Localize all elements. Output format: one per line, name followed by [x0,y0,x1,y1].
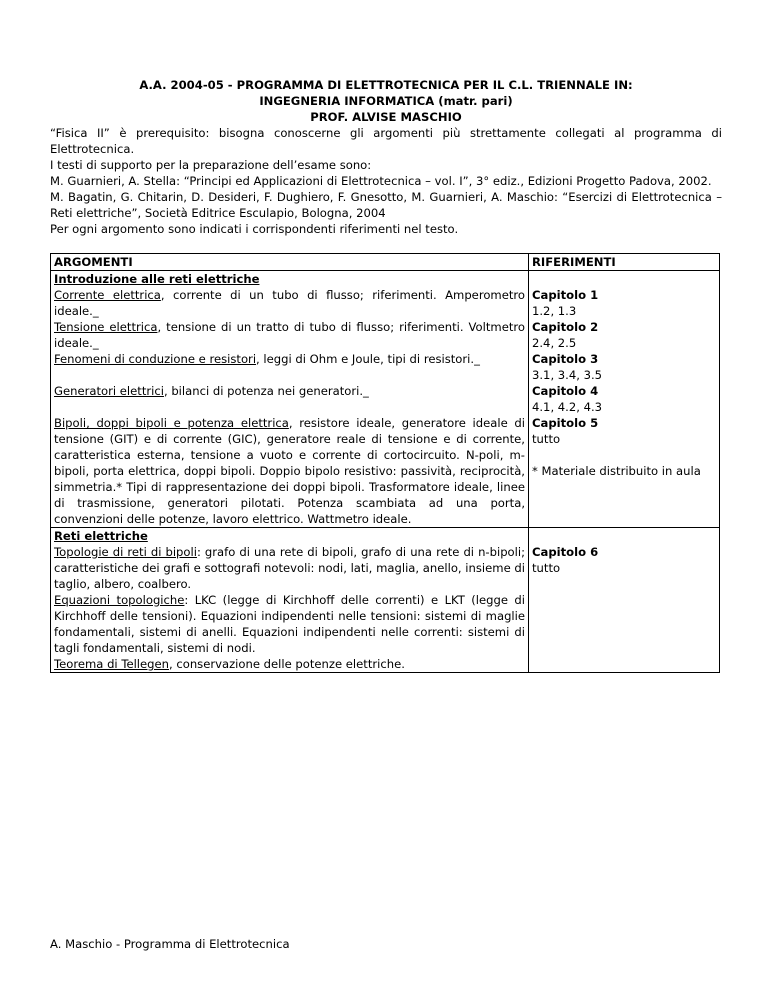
topic-bipoli-title: Bipoli, doppi bipoli e potenza elettrica [54,416,289,430]
topic-generatori-title: Generatori elettrici [54,384,164,398]
topic-bipoli [54,415,525,527]
topic-equazioni [54,592,525,656]
col-header-argomenti: ARGOMENTI [51,254,529,271]
ref-capitolo-5-sections: tutto [532,432,561,446]
intro-note: Per ogni argomento sono indicati i corrispondenti riferimenti nel testo. [50,222,459,236]
header-line-3: PROF. ALVISE MASCHIO [310,110,462,124]
topic-topologie-title: Topologie di reti di bipoli [54,545,197,559]
topic-equazioni-title: Equazioni topologiche [54,593,185,607]
intro-prerequisite: “Fisica II” è prerequisito: bisogna conoscerne gli argomenti più strettamente collegati al programma di Elettrotecnica. [50,126,722,156]
topic-corrente [54,287,525,319]
section-1-topics [51,271,529,528]
section-1-refs [529,271,720,528]
ref-capitolo-5: Capitolo 5 [532,416,599,430]
ref-capitolo-3: Capitolo 3 [532,352,599,366]
page-footer: A. Maschio - Programma di Elettrotecnica [50,937,290,951]
topic-conduzione-text: , leggi di Ohm e Joule, tipi di resistori._ [256,352,480,366]
topic-equazioni-text: : LKC (legge di Kirchhoff delle correnti) e LKT (legge di Kirchhoff delle tensioni). Equazioni indipendenti nelle tensioni: sistemi di maglie fondamentali, sistemi di anelli. Equazioni indipendenti nelle correnti: sistemi di tagli fondamentali, sistemi di nodi. [54,593,525,655]
document-page [50,77,722,673]
ref-capitolo-1: Capitolo 1 [532,288,599,302]
ref-capitolo-2-sections: 2.4, 2.5 [532,336,577,350]
section-2-refs [529,528,720,673]
table-header-row [51,254,720,271]
ref-capitolo-4: Capitolo 4 [532,384,599,398]
spacer [54,399,525,415]
ref-material-note: * Materiale distribuito in aula [532,464,701,478]
topic-generatori [54,383,525,399]
ref-capitolo-3-sections: 3.1, 3.4, 3.5 [532,368,603,382]
intro-reference-1: M. Guarnieri, A. Stella: “Principi ed Applicazioni di Elettrotecnica – vol. I”, 3° ediz., Edizioni Progetto Padova, 2002. [50,174,712,188]
section-2-title: Reti elettriche [54,529,148,543]
topic-conduzione [54,351,525,367]
topic-tellegen-text: , conservazione delle potenze elettriche. [169,657,405,671]
spacer [532,528,716,544]
table-row-section-2 [51,528,720,673]
section-2-topics [51,528,529,673]
intro-reference-2: M. Bagatin, G. Chitarin, D. Desideri, F. Dughiero, F. Gnesotto, M. Guarnieri, A. Maschio: “Esercizi di Elettrotecnica – Reti elettriche”, Società Editrice Esculapio, Bologna, 2004 [50,190,722,220]
ref-capitolo-6: Capitolo 6 [532,545,599,559]
topic-corrente-text: , corrente di un tubo di flusso; riferimenti. Amperometro ideale._ [54,288,525,318]
spacer [532,271,716,287]
ref-capitolo-4-sections: 4.1, 4.2, 4.3 [532,400,603,414]
col-header-riferimenti: RIFERIMENTI [529,254,720,271]
program-table [50,253,720,673]
topic-topologie [54,544,525,592]
topic-tensione-title: Tensione elettrica [54,320,158,334]
topic-corrente-title: Corrente elettrica [54,288,161,302]
intro-texts-label: I testi di supporto per la preparazione dell’esame sono: [50,158,372,172]
topic-tellegen-title: Teorema di Tellegen [54,657,169,671]
topic-bipoli-text: , resistore ideale, generatore ideale di tensione (GIT) e di corrente (GIC), generatore reale di tensione e di corrente, caratteristica esterna, tensione a vuoto e corrente di cortocircuito. N-poli, m-bipoli, porta elettrica, doppi bipoli. Doppio bipolo resistivo: passività, reciprocità, simmetria.* Tipi di rappresentazione dei doppi bipoli. Trasformatore ideale, linee di trasmissione, generatori pilotati. Potenza scambiata ad una porta, convenzioni delle potenze, lavoro elettrico. Wattmetro ideale. [54,416,525,526]
spacer [532,447,716,463]
header-line-1: A.A. 2004-05 - PROGRAMMA DI ELETTROTECNICA PER IL C.L. TRIENNALE IN: [139,78,633,92]
ref-capitolo-1-sections: 1.2, 1.3 [532,304,577,318]
spacer [54,367,525,383]
ref-capitolo-6-sections: tutto [532,561,561,575]
topic-tensione-text: , tensione di un tratto di tubo di flusso; riferimenti. Voltmetro ideale._ [54,320,525,350]
topic-generatori-text: , bilanci di potenza nei generatori._ [163,384,369,398]
topic-conduzione-title: Fenomeni di conduzione e resistori [54,352,257,366]
topic-tensione [54,319,525,351]
table-row-section-1 [51,271,720,528]
ref-capitolo-2: Capitolo 2 [532,320,599,334]
topic-topologie-text: : grafo di una rete di bipoli, grafo di una rete di n-bipoli; caratteristiche dei grafi e sottografi notevoli: nodi, lati, maglia, anello, insieme di taglio, albero, coalbero. [54,545,525,591]
header-line-2: INGEGNERIA INFORMATICA (matr. pari) [259,94,513,108]
section-1-title: Introduzione alle reti elettriche [54,272,260,286]
topic-tellegen [54,656,525,672]
